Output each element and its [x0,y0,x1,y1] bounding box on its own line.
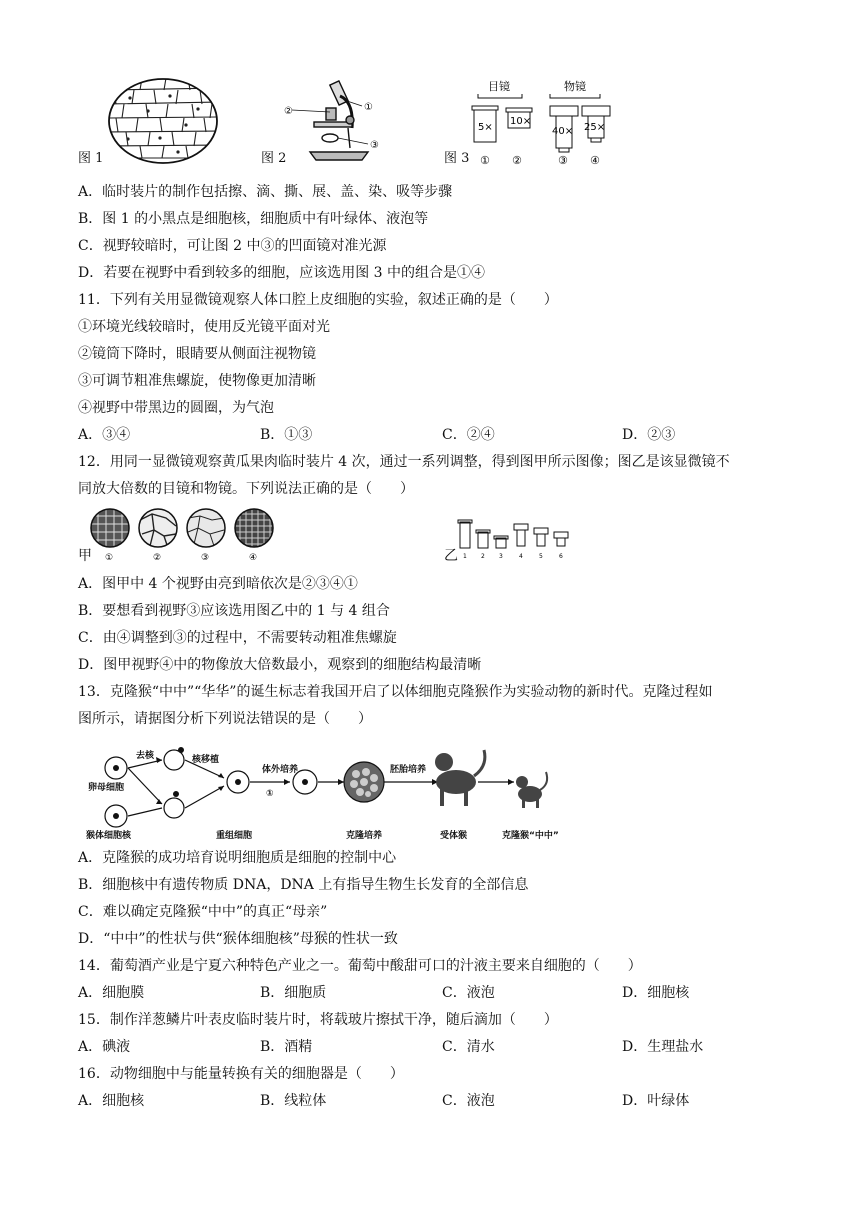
q15-option-a: A．碘液 [78,1039,131,1055]
yi-num-3: 3 [499,553,503,560]
figure-3-lens-2-mag: 10× [510,116,532,127]
figure-3-lens-1-mag: 5× [478,122,493,133]
figure-3-num-1: ① [480,154,490,167]
q11-statement-3: ③可调节粗准焦螺旋，使物像更加清晰 [78,373,316,389]
yi-num-2: 2 [481,553,485,560]
label-embryo-culture: 胚胎培养 [390,765,427,775]
q11-stem: 11．下列有关用显微镜观察人体口腔上皮细胞的实验，叙述正确的是（ ） [78,292,558,308]
jia-num-4: ④ [249,553,258,563]
label-nuclear-transfer: 核移植 [192,755,220,765]
q12-option-c: C．由④调整到③的过程中，不需要转动粗准焦螺旋 [78,630,397,646]
q12-stem-line-1: 12．用同一显微镜观察黄瓜果肉临时装片 4 次，通过一系列调整，得到图甲所示图像；图乙是该显微镜不 [78,454,730,470]
cloning-process-diagram [78,742,559,842]
q11-option-b: B．①③ [260,427,313,443]
label-result: 克隆猴“中中” [502,831,559,841]
figure-2-label: 图 2 [261,151,287,166]
figure-3-num-2: ② [512,154,522,167]
q11-option-a: A．③④ [78,427,131,443]
jia-num-1: ① [105,553,114,563]
q15-option-b: B．酒精 [260,1039,313,1055]
q16-option-a: A．细胞核 [78,1093,145,1109]
q11-statement-2: ②镜筒下降时，眼睛要从侧面注视物镜 [78,346,316,362]
label-clone-culture: 克隆培养 [346,831,383,841]
q16-stem: 16．动物细胞中与能量转换有关的细胞器是（ ） [78,1066,404,1082]
q11-statement-1: ①环境光线较暗时，使用反光镜平面对光 [78,319,330,335]
jia-num-2: ② [153,553,162,563]
q14-stem: 14．葡萄酒产业是宁夏六种特色产业之一。葡萄中酸甜可口的汁液主要来自细胞的（ ） [78,958,642,974]
q12-stem-line-2: 同放大倍数的目镜和物镜。下列说法正确的是（ ） [78,481,414,497]
q12-option-b: B．要想看到视野③应该选用图乙中的 1 与 4 组合 [78,603,390,619]
label-egg-cell: 卵母细胞 [88,783,125,793]
q16-option-d: D．叶绿体 [622,1093,690,1109]
q10-option-a: A．临时装片的制作包括擦、滴、撕、展、盖、染、吸等步骤 [78,184,453,200]
label-recon-cell: 重组细胞 [216,831,253,841]
figure-jia-label: 甲 [78,548,92,564]
jia-num-3: ③ [201,553,210,563]
q14-option-d: D．细胞核 [622,985,690,1001]
q10-option-d: D．若要在视野中看到较多的细胞，应该选用图 3 中的组合是①④ [78,265,486,281]
yi-num-6: 6 [559,553,563,560]
q10-option-c: C．视野较暗时，可让图 2 中③的凹面镜对准光源 [78,238,387,254]
label-enucleate: 去核 [136,751,155,761]
figure-jia-views [90,506,290,562]
figure-2-mark-2: ② [284,106,293,117]
figure-2-mark-1: ① [364,102,373,113]
figure-3-objective-label: 物镜 [564,80,586,93]
yi-num-1: 1 [463,553,467,560]
q13-option-c: C．难以确定克隆猴“中中”的真正“母亲” [78,904,328,920]
figure-yi-label: 乙 [444,548,458,564]
figure-2-microscope [284,76,380,166]
figure-1-cell-diagram [108,78,218,164]
q13-stem-line-2: 图所示，请据图分析下列说法错误的是（ ） [78,711,372,727]
figure-3-lens-4-mag: 25× [584,122,606,133]
label-recipient: 受体猴 [440,831,468,841]
figure-3-num-4: ④ [590,154,600,167]
q14-option-c: C．液泡 [442,985,495,1001]
figure-3-eyepiece-label: 目镜 [488,80,510,93]
q12-option-d: D．图甲视野④中的物像放大倍数最小，观察到的细胞结构最清晰 [78,657,482,673]
q13-option-b: B．细胞核中有遗传物质 DNA，DNA 上有指导生物生长发育的全部信息 [78,877,529,893]
q13-option-a: A．克隆猴的成功培育说明细胞质是细胞的控制中心 [78,850,397,866]
q16-option-b: B．线粒体 [260,1093,327,1109]
figure-3-num-3: ③ [558,154,568,167]
yi-num-5: 5 [539,553,543,560]
q15-option-c: C．清水 [442,1039,495,1055]
q15-option-d: D．生理盐水 [622,1039,704,1055]
figure-1-label: 图 1 [78,151,104,166]
q14-option-b: B．细胞质 [260,985,327,1001]
q11-option-c: C．②④ [442,427,495,443]
figure-3-label: 图 3 [444,151,470,166]
q12-option-a: A．图甲中 4 个视野由亮到暗依次是②③④① [78,576,358,592]
q14-option-a: A．细胞膜 [78,985,145,1001]
label-in-vitro: 体外培养 [262,765,299,775]
q13-stem-line-1: 13．克隆猴“中中”“华华”的诞生标志着我国开启了以体细胞克隆猴作为实验动物的新时代。克隆过程如 [78,684,713,700]
q11-option-d: D．②③ [622,427,676,443]
figure-3-lenses [470,78,620,168]
label-somatic-nucleus: 猴体细胞核 [86,831,132,841]
q10-option-b: B．图 1 的小黑点是细胞核，细胞质中有叶绿体、液泡等 [78,211,429,227]
q16-option-c: C．液泡 [442,1093,495,1109]
yi-num-4: 4 [519,553,523,560]
figure-2-mark-3: ③ [370,140,379,151]
q15-stem: 15．制作洋葱鳞片叶表皮临时装片时，将载玻片擦拭干净，随后滴加（ ） [78,1012,558,1028]
q11-statement-4: ④视野中带黑边的圆圈，为气泡 [78,400,274,416]
label-step-num: ① [266,789,274,799]
q13-option-d: D．“中中”的性状与供“猴体细胞核”母猴的性状一致 [78,931,398,947]
figure-yi-lenses [456,516,576,560]
figure-3-lens-3-mag: 40× [552,126,574,137]
